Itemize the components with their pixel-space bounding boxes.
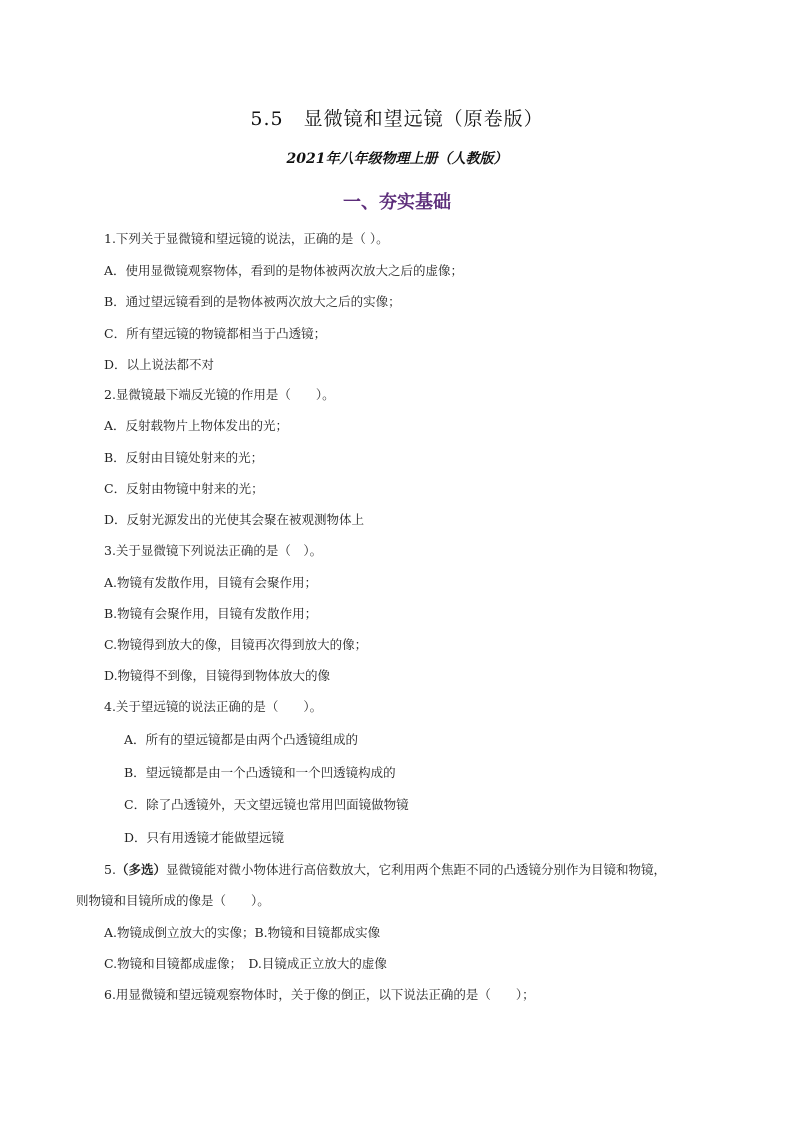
question-5-options-ab: A.物镜成倒立放大的实像；B.物镜和目镜都成实像 — [104, 925, 381, 940]
question-2-option-c: C．反射由物镜中射来的光； — [104, 481, 264, 496]
question-4-stem: 4.关于望远镜的说法正确的是（ ）。 — [104, 699, 323, 714]
page-subtitle: 2021年八年级物理上册（人教版） — [286, 151, 508, 167]
question-2-option-a: A．反射载物片上物体发出的光； — [104, 418, 289, 433]
question-1-option-b: B．通过望远镜看到的是物体被两次放大之后的实像； — [104, 294, 401, 309]
question-1-stem: 1.下列关于显微镜和望远镜的说法，正确的是（ ）。 — [104, 231, 389, 246]
question-4-option-d: D．只有用透镜才能做望远镜 — [124, 830, 285, 845]
question-1-option-a: A．使用显微镜观察物体，看到的是物体被两次放大之后的虚像； — [104, 263, 464, 278]
question-2-stem: 2.显微镜最下端反光镜的作用是（ ）。 — [104, 387, 335, 402]
question-5-stem-line-1 — [104, 862, 724, 878]
question-3-option-c: C.物镜得到放大的像，目镜再次得到放大的像； — [104, 637, 368, 652]
question-5-multiple-choice-tag: （多选） — [115, 862, 166, 877]
question-1-option-d: D．以上说法都不对 — [104, 357, 215, 372]
question-5-stem-line-2: 则物镜和目镜所成的像是（ ）。 — [76, 893, 270, 908]
question-5-options-cd: C.物镜和目镜都成虚像； D.目镜成正立放大的虚像 — [104, 956, 387, 971]
question-3-option-a: A.物镜有发散作用，目镜有会聚作用； — [104, 575, 318, 590]
question-5-number: 5. — [104, 862, 116, 877]
question-6-stem: 6.用显微镜和望远镜观察物体时，关于像的倒正，以下说法正确的是（ ）； — [104, 987, 535, 1002]
question-2-option-d: D．反射光源发出的光使其会聚在被观测物体上 — [104, 512, 365, 527]
page-title: 5.5 显微镜和望远镜（原卷版） — [250, 108, 544, 130]
question-5-stem-text: 显微镜能对微小物体进行高倍数放大，它利用两个焦距不同的凸透镜分别作为目镜和物镜， — [165, 862, 666, 877]
question-2-option-b: B．反射由目镜处射来的光； — [104, 450, 264, 465]
question-1-option-c: C．所有望远镜的物镜都相当于凸透镜； — [104, 326, 327, 341]
section-heading: 一、夯实基础 — [343, 192, 451, 213]
question-4-option-c: C．除了凸透镜外，天文望远镜也常用凹面镜做物镜 — [124, 797, 409, 812]
question-3-option-b: B.物镜有会聚作用，目镜有发散作用； — [104, 606, 318, 621]
question-3-option-d: D.物镜得不到像，目镜得到物体放大的像 — [104, 668, 331, 683]
question-3-stem: 3.关于显微镜下列说法正确的是（ ）。 — [104, 543, 323, 558]
question-4-option-b: B．望远镜都是由一个凸透镜和一个凹透镜构成的 — [124, 765, 396, 780]
question-4-option-a: A．所有的望远镜都是由两个凸透镜组成的 — [124, 732, 359, 747]
